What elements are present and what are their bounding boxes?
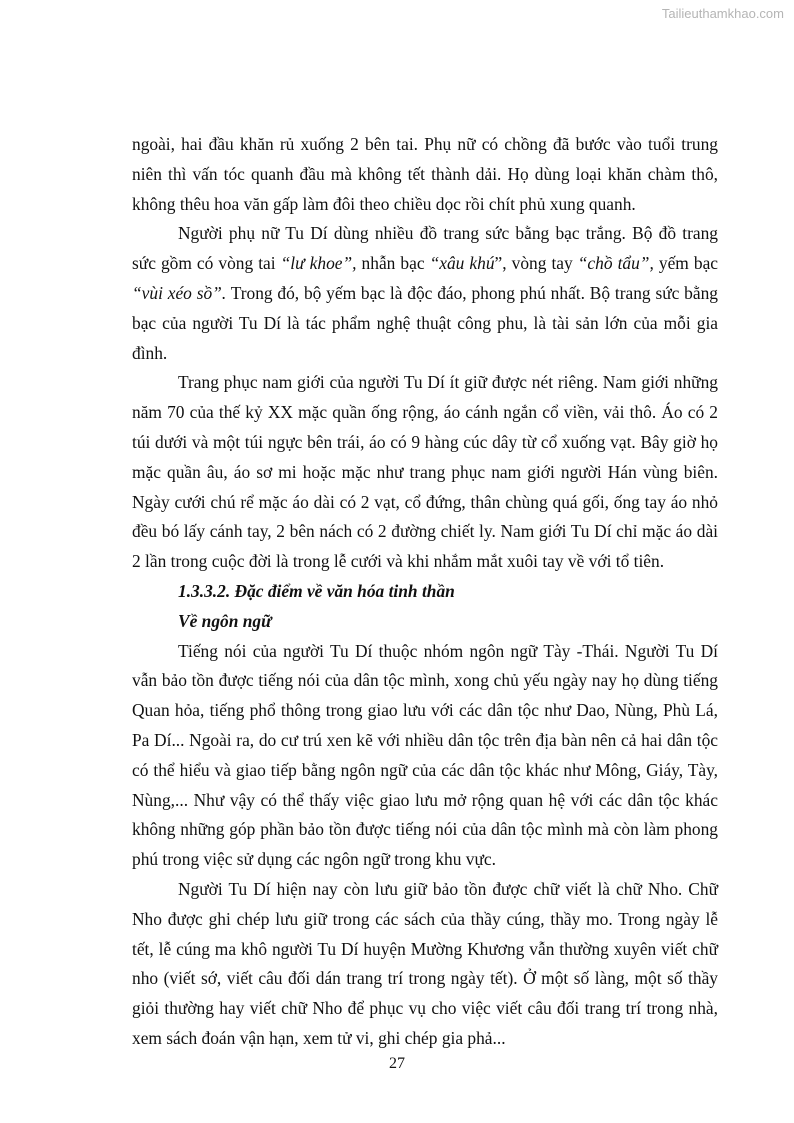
jewelry-text-4: yếm bạc [653,253,719,274]
jewelry-text-3: ”, vòng tay [494,253,578,274]
page-body [132,130,718,1054]
jewelry-term-bib: “vùi xéo sồ”. [132,282,227,303]
jewelry-term-ring: “xâu khú [429,253,495,274]
paragraph-men-clothing: Trang phục nam giới của người Tu Dí ít giữ được nét riêng. Nam giới những năm 70 của thế kỷ XX mặc quần ống rộng, áo cánh ngắn cổ viền, vải thô. Áo có 2 túi dưới và một túi ngực bên trái, áo có 9 hàng cúc dây từ cổ xuống vạt. Bây giờ họ mặc quần âu, áo sơ mi hoặc mặc như trang phục nam giới người Hán vùng biên. Ngày cưới chú rể mặc áo dài có 2 vạt, cổ đứng, thân chùng quá gối, ống tay áo nhỏ đều bó lấy cánh tay, 2 bên nách có 2 đường chiết ly. Nam giới Tu Dí chỉ mặc áo dài 2 lần trong cuộc đời là trong lễ cưới và khi nhắm mắt xuôi tay về với tổ tiên. [132,372,718,572]
jewelry-text-2: nhẫn bạc [356,253,430,274]
paragraph-headscarf: ngoài, hai đầu khăn rủ xuống 2 bên tai. Phụ nữ có chồng đã bước vào tuổi trung niên thì vấn tóc quanh đầu mà không tết thành dải. Họ dùng loại khăn chàm thô, không thêu hoa văn gấp làm đôi theo chiều dọc rồi chít phủ xung quanh. [132,134,718,214]
section-heading: 1.3.3.2. Đặc điểm về văn hóa tinh thần [178,580,455,601]
subsection-heading: Về ngôn ngữ [178,610,272,631]
paragraph-language: Tiếng nói của người Tu Dí thuộc nhóm ngôn ngữ Tày -Thái. Người Tu Dí vẫn bảo tồn được tiếng nói của dân tộc mình, xong chủ yếu ngày nay họ dùng tiếng Quan hỏa, tiếng phổ thông trong giao lưu với các dân tộc như Dao, Nùng, Phù Lá, Pa Dí... Ngoài ra, do cư trú xen kẽ với nhiều dân tộc trên địa bàn nên cả hai dân tộc có thể hiểu và giao tiếp bằng ngôn ngữ của các dân tộc khác như Mông, Giáy, Tày, Nùng,... Như vậy có thể thấy việc giao lưu mở rộng quan hệ với các dân tộc khác không những góp phần bảo tồn được tiếng nói của dân tộc mình mà còn làm phong phú trong việc sử dụng các ngôn ngữ trong khu vực. [132,640,718,870]
jewelry-text-1: Người phụ nữ Tu Dí dùng nhiều đồ trang sức bằng bạc trắng. Bộ đồ trang sức gồm có vòng tai [132,223,718,274]
page-number: 27 [389,1055,405,1072]
watermark: Tailieuthamkhao.com [661,6,784,21]
paragraph-writing: Người Tu Dí hiện nay còn lưu giữ bảo tồn được chữ viết là chữ Nho. Chữ Nho được ghi chép lưu giữ trong các sách của thầy cúng, thầy mo. Trong ngày lễ tết, lễ cúng ma khô người Tu Dí huyện Mường Khương vẫn thường xuyên viết chữ nho (viết sớ, viết câu đối dán trang trí trong ngày tết). Ở một số làng, một số thầy giỏi thường hay viết chữ Nho để phục vụ cho việc viết câu đối trang trí trong nhà, xem sách đoán vận hạn, xem tử vi, ghi chép gia phả... [132,878,718,1048]
jewelry-text-5: Trong đó, bộ yếm bạc là độc đáo, phong phú nhất. Bộ trang sức bằng bạc của người Tu Dí là tác phẩm nghệ thuật công phu, là tài sản lớn của mỗi gia đình. [132,282,718,363]
paragraph-jewelry [132,219,718,368]
jewelry-term-bracelet: “chồ tẩu”, [577,253,654,274]
jewelry-term-earring: “lư khoe”, [280,253,357,274]
